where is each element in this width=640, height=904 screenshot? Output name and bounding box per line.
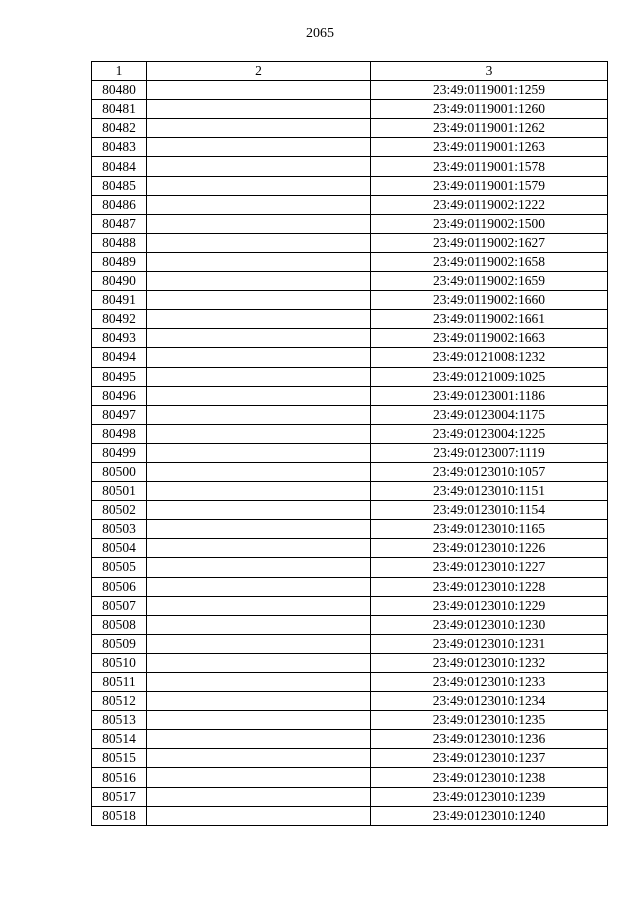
table-row <box>92 424 608 443</box>
row-number-cell: 80491 <box>92 291 147 310</box>
table-row <box>92 634 608 653</box>
cadastral-number-cell: 23:49:0119002:1659 <box>371 272 608 291</box>
empty-cell <box>147 482 371 501</box>
cadastral-number-cell: 23:49:0119001:1260 <box>371 100 608 119</box>
row-number-cell: 80495 <box>92 367 147 386</box>
cadastral-number-cell: 23:49:0123010:1230 <box>371 615 608 634</box>
empty-cell <box>147 348 371 367</box>
cadastral-number-cell: 23:49:0119002:1658 <box>371 252 608 271</box>
empty-cell <box>147 252 371 271</box>
table-row <box>92 462 608 481</box>
empty-cell <box>147 329 371 348</box>
row-number-cell: 80488 <box>92 233 147 252</box>
cadastral-number-cell: 23:49:0123010:1231 <box>371 634 608 653</box>
row-number-cell: 80496 <box>92 386 147 405</box>
empty-cell <box>147 386 371 405</box>
table-row <box>92 692 608 711</box>
table-row <box>92 539 608 558</box>
cadastral-number-cell: 23:49:0123010:1236 <box>371 730 608 749</box>
table-row <box>92 596 608 615</box>
table-row <box>92 291 608 310</box>
column-header-2: 2 <box>147 62 371 81</box>
empty-cell <box>147 119 371 138</box>
table-row <box>92 520 608 539</box>
empty-cell <box>147 310 371 329</box>
row-number-cell: 80514 <box>92 730 147 749</box>
cadastral-number-cell: 23:49:0123010:1237 <box>371 749 608 768</box>
table-row <box>92 558 608 577</box>
row-number-cell: 80501 <box>92 482 147 501</box>
table-row <box>92 711 608 730</box>
cadastral-number-cell: 23:49:0121009:1025 <box>371 367 608 386</box>
empty-cell <box>147 367 371 386</box>
cadastral-number-cell: 23:49:0123010:1239 <box>371 787 608 806</box>
row-number-cell: 80510 <box>92 653 147 672</box>
table-row <box>92 157 608 176</box>
table-header-row <box>92 62 608 81</box>
row-number-cell: 80493 <box>92 329 147 348</box>
row-number-cell: 80502 <box>92 501 147 520</box>
row-number-cell: 80511 <box>92 673 147 692</box>
row-number-cell: 80497 <box>92 405 147 424</box>
cadastral-number-cell: 23:49:0123001:1186 <box>371 386 608 405</box>
table-row <box>92 386 608 405</box>
cadastral-number-cell: 23:49:0119001:1259 <box>371 81 608 100</box>
column-header-1: 1 <box>92 62 147 81</box>
cadastral-number-cell: 23:49:0123010:1240 <box>371 806 608 825</box>
table-body <box>92 81 608 826</box>
row-number-cell: 80489 <box>92 252 147 271</box>
empty-cell <box>147 711 371 730</box>
empty-cell <box>147 749 371 768</box>
table-row <box>92 673 608 692</box>
table-row <box>92 577 608 596</box>
empty-cell <box>147 806 371 825</box>
row-number-cell: 80499 <box>92 443 147 462</box>
cadastral-number-cell: 23:49:0123010:1151 <box>371 482 608 501</box>
empty-cell <box>147 653 371 672</box>
empty-cell <box>147 634 371 653</box>
table-row <box>92 768 608 787</box>
empty-cell <box>147 291 371 310</box>
empty-cell <box>147 138 371 157</box>
table-row <box>92 653 608 672</box>
row-number-cell: 80480 <box>92 81 147 100</box>
row-number-cell: 80498 <box>92 424 147 443</box>
cadastral-number-cell: 23:49:0123004:1225 <box>371 424 608 443</box>
row-number-cell: 80503 <box>92 520 147 539</box>
row-number-cell: 80512 <box>92 692 147 711</box>
cadastral-number-cell: 23:49:0123010:1057 <box>371 462 608 481</box>
table-row <box>92 233 608 252</box>
empty-cell <box>147 214 371 233</box>
empty-cell <box>147 558 371 577</box>
empty-cell <box>147 424 371 443</box>
row-number-cell: 80482 <box>92 119 147 138</box>
table-row <box>92 176 608 195</box>
cadastral-number-cell: 23:49:0123010:1232 <box>371 653 608 672</box>
cadastral-number-cell: 23:49:0119001:1579 <box>371 176 608 195</box>
table-row <box>92 405 608 424</box>
empty-cell <box>147 157 371 176</box>
table-row <box>92 787 608 806</box>
empty-cell <box>147 596 371 615</box>
table-row <box>92 730 608 749</box>
cadastral-number-cell: 23:49:0121008:1232 <box>371 348 608 367</box>
empty-cell <box>147 272 371 291</box>
row-number-cell: 80492 <box>92 310 147 329</box>
empty-cell <box>147 462 371 481</box>
cadastral-number-cell: 23:49:0123010:1233 <box>371 673 608 692</box>
cadastral-number-cell: 23:49:0119002:1627 <box>371 233 608 252</box>
table-row <box>92 119 608 138</box>
empty-cell <box>147 539 371 558</box>
row-number-cell: 80508 <box>92 615 147 634</box>
empty-cell <box>147 787 371 806</box>
table-row <box>92 100 608 119</box>
cadastral-number-cell: 23:49:0123007:1119 <box>371 443 608 462</box>
row-number-cell: 80485 <box>92 176 147 195</box>
cadastral-number-cell: 23:49:0123010:1234 <box>371 692 608 711</box>
empty-cell <box>147 577 371 596</box>
table-row <box>92 310 608 329</box>
row-number-cell: 80483 <box>92 138 147 157</box>
table-row <box>92 615 608 634</box>
row-number-cell: 80507 <box>92 596 147 615</box>
cadastral-number-cell: 23:49:0123004:1175 <box>371 405 608 424</box>
row-number-cell: 80481 <box>92 100 147 119</box>
table-row <box>92 806 608 825</box>
cadastral-number-cell: 23:49:0119002:1660 <box>371 291 608 310</box>
cadastral-number-cell: 23:49:0123010:1229 <box>371 596 608 615</box>
table-row <box>92 252 608 271</box>
row-number-cell: 80509 <box>92 634 147 653</box>
cadastral-number-cell: 23:49:0119001:1263 <box>371 138 608 157</box>
table-row <box>92 214 608 233</box>
cadastral-number-cell: 23:49:0123010:1238 <box>371 768 608 787</box>
cadastral-number-cell: 23:49:0119001:1262 <box>371 119 608 138</box>
empty-cell <box>147 81 371 100</box>
row-number-cell: 80516 <box>92 768 147 787</box>
empty-cell <box>147 520 371 539</box>
empty-cell <box>147 692 371 711</box>
cadastral-number-cell: 23:49:0119002:1500 <box>371 214 608 233</box>
empty-cell <box>147 501 371 520</box>
row-number-cell: 80486 <box>92 195 147 214</box>
table-row <box>92 443 608 462</box>
empty-cell <box>147 100 371 119</box>
cadastral-number-cell: 23:49:0119001:1578 <box>371 157 608 176</box>
row-number-cell: 80484 <box>92 157 147 176</box>
row-number-cell: 80500 <box>92 462 147 481</box>
cadastral-number-cell: 23:49:0119002:1222 <box>371 195 608 214</box>
column-header-3: 3 <box>371 62 608 81</box>
cadastral-number-cell: 23:49:0123010:1226 <box>371 539 608 558</box>
row-number-cell: 80505 <box>92 558 147 577</box>
table-row <box>92 482 608 501</box>
empty-cell <box>147 768 371 787</box>
cadastral-number-cell: 23:49:0123010:1154 <box>371 501 608 520</box>
row-number-cell: 80515 <box>92 749 147 768</box>
empty-cell <box>147 233 371 252</box>
cadastral-number-cell: 23:49:0123010:1235 <box>371 711 608 730</box>
empty-cell <box>147 730 371 749</box>
table-row <box>92 501 608 520</box>
row-number-cell: 80504 <box>92 539 147 558</box>
empty-cell <box>147 673 371 692</box>
row-number-cell: 80517 <box>92 787 147 806</box>
table-row <box>92 138 608 157</box>
empty-cell <box>147 443 371 462</box>
cadastral-number-cell: 23:49:0119002:1663 <box>371 329 608 348</box>
row-number-cell: 80490 <box>92 272 147 291</box>
table-row <box>92 367 608 386</box>
empty-cell <box>147 405 371 424</box>
row-number-cell: 80487 <box>92 214 147 233</box>
table-row <box>92 329 608 348</box>
cadastral-number-cell: 23:49:0123010:1165 <box>371 520 608 539</box>
cadastral-number-cell: 23:49:0119002:1661 <box>371 310 608 329</box>
table-row <box>92 272 608 291</box>
registry-table <box>91 61 608 826</box>
table-row <box>92 348 608 367</box>
table-row <box>92 195 608 214</box>
row-number-cell: 80494 <box>92 348 147 367</box>
table-row <box>92 81 608 100</box>
cadastral-number-cell: 23:49:0123010:1227 <box>371 558 608 577</box>
empty-cell <box>147 195 371 214</box>
cadastral-number-cell: 23:49:0123010:1228 <box>371 577 608 596</box>
page-number: 2065 <box>306 26 334 41</box>
row-number-cell: 80513 <box>92 711 147 730</box>
row-number-cell: 80506 <box>92 577 147 596</box>
row-number-cell: 80518 <box>92 806 147 825</box>
empty-cell <box>147 176 371 195</box>
table-row <box>92 749 608 768</box>
empty-cell <box>147 615 371 634</box>
